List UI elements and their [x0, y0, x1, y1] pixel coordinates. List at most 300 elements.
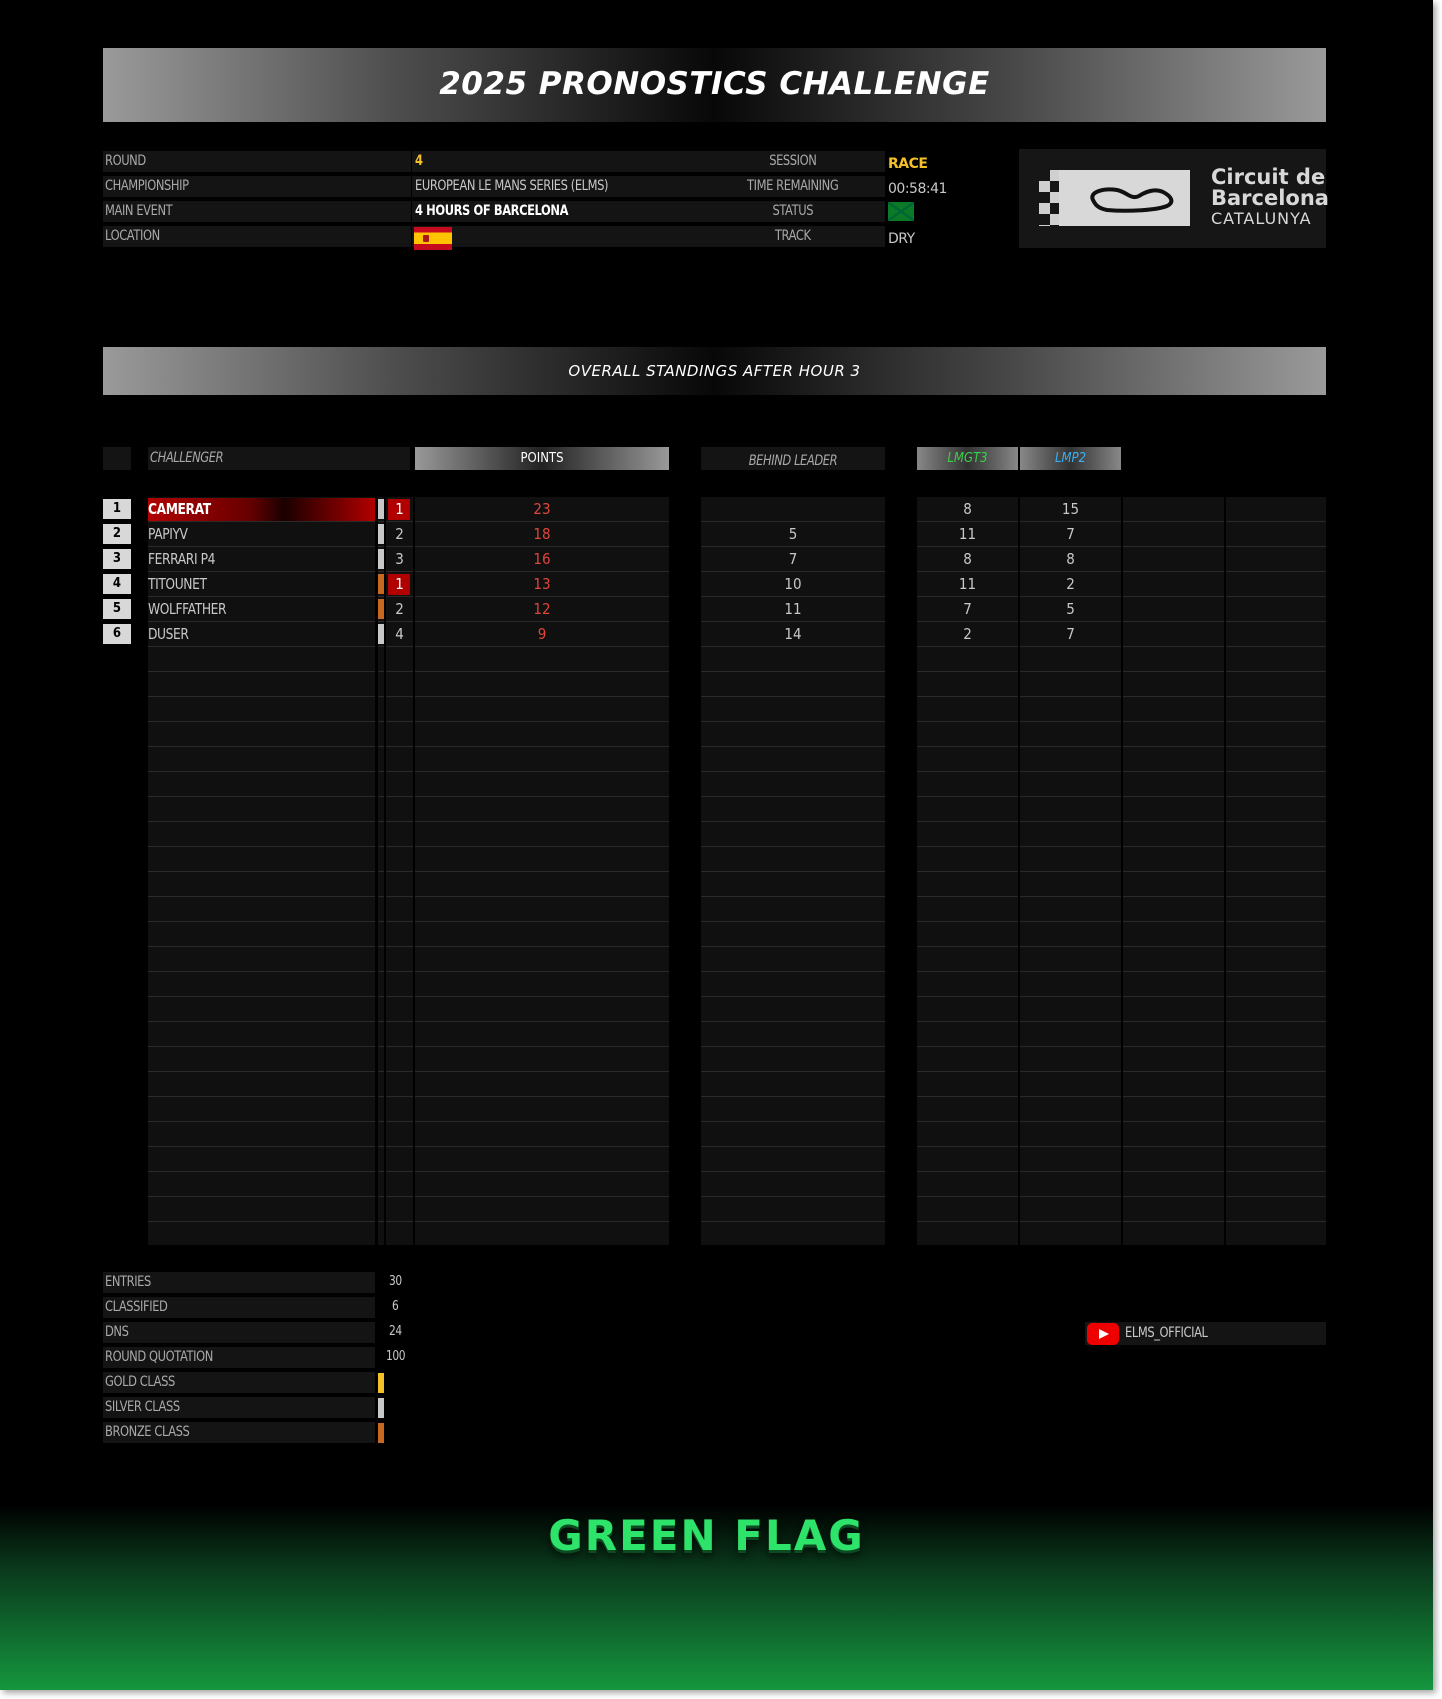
class-bar-bronze [378, 599, 384, 619]
grid-line [1226, 521, 1326, 522]
class-rank: 4 [395, 625, 404, 643]
grid-line [415, 1046, 669, 1047]
grid-line [701, 1196, 885, 1197]
championship-label-cell [103, 176, 411, 197]
grid-line [1123, 771, 1224, 772]
grid-line [1226, 671, 1326, 672]
position-box: 2 [103, 524, 131, 544]
lmp2-value: 5 [1066, 600, 1075, 618]
grid-line [378, 546, 384, 547]
grid-line [148, 721, 375, 722]
grid-line [1226, 896, 1326, 897]
table-row[interactable] [0, 523, 1433, 546]
position-box: 5 [103, 599, 131, 619]
grid-line [701, 571, 885, 572]
grid-line [1123, 521, 1224, 522]
grid-line [386, 621, 413, 622]
grid-line [701, 721, 885, 722]
grid-line [917, 1071, 1018, 1072]
grid-line [1226, 1096, 1326, 1097]
grid-line [386, 1021, 413, 1022]
grid-line [1020, 1146, 1121, 1147]
round-label: ROUND [105, 153, 146, 169]
grid-line [1020, 1196, 1121, 1197]
grid-line [378, 846, 384, 847]
grid-line [1123, 1071, 1224, 1072]
grid-line [917, 1221, 1018, 1222]
status-label-cell [701, 201, 885, 222]
grid-line [917, 921, 1018, 922]
lmgt3-value: 8 [963, 500, 972, 518]
grid-line [1020, 996, 1121, 997]
grid-line [1020, 921, 1121, 922]
grid-line [148, 1121, 375, 1122]
class-rank: 2 [395, 600, 404, 618]
table-row[interactable] [0, 598, 1433, 621]
title-banner [103, 48, 1326, 122]
grid-line [917, 796, 1018, 797]
behind-header-cell [701, 447, 885, 470]
grid-line [1226, 621, 1326, 622]
grid-line [917, 546, 1018, 547]
grid-line [917, 671, 1018, 672]
position-box: 3 [103, 549, 131, 569]
grid-line [1226, 971, 1326, 972]
grid-line [415, 996, 669, 997]
grid-line [917, 596, 1018, 597]
grid-line [386, 1196, 413, 1197]
main-event-value-cell [412, 201, 702, 222]
grid-line [386, 746, 413, 747]
grid-line [1123, 1121, 1224, 1122]
circuit-logo-line1: Circuit de [1211, 165, 1326, 189]
grid-line [415, 1021, 669, 1022]
grid-line [1020, 1121, 1121, 1122]
grid-line [1123, 571, 1224, 572]
grid-line [378, 921, 384, 922]
grid-line [1226, 596, 1326, 597]
grid-line [701, 1121, 885, 1122]
grid-line [1123, 646, 1224, 647]
grid-line [415, 946, 669, 947]
location-label-cell [103, 226, 411, 247]
grid-line [1123, 1096, 1224, 1097]
grid-line [148, 746, 375, 747]
grid-line [378, 696, 384, 697]
grid-line [917, 846, 1018, 847]
grid-line [917, 1171, 1018, 1172]
track-layout-icon [1059, 170, 1190, 226]
grid-line [386, 1121, 413, 1122]
grid-line [415, 721, 669, 722]
grid-line [378, 871, 384, 872]
position-box: 1 [103, 499, 131, 519]
lmp2-value: 7 [1066, 625, 1075, 643]
grid-line [378, 571, 384, 572]
grid-line [701, 1221, 885, 1222]
grid-line [917, 646, 1018, 647]
grid-line [148, 1071, 375, 1072]
grid-line [917, 746, 1018, 747]
circuit-logo-line2: Barcelona [1211, 186, 1329, 210]
grid-line [378, 721, 384, 722]
grid-line [701, 546, 885, 547]
grid-line [1226, 1021, 1326, 1022]
grid-line [1123, 796, 1224, 797]
lmp2-value: 7 [1066, 525, 1075, 543]
grid-line [148, 796, 375, 797]
grid-line [148, 1046, 375, 1047]
grid-line [1020, 621, 1121, 622]
grid-line [1226, 1196, 1326, 1197]
grid-line [415, 1096, 669, 1097]
lmgt3-value: 8 [963, 550, 972, 568]
classified-label-cell [103, 1297, 375, 1318]
grid-line [1123, 971, 1224, 972]
grid-line [386, 1146, 413, 1147]
entries-label: ENTRIES [105, 1274, 151, 1290]
grid-line [701, 771, 885, 772]
position-box: 6 [103, 624, 131, 644]
grid-line [378, 646, 384, 647]
location-label: LOCATION [105, 228, 160, 244]
grid-line [386, 546, 413, 547]
grid-line [378, 521, 384, 522]
grid-line [378, 621, 384, 622]
grid-line [917, 871, 1018, 872]
grid-line [386, 1096, 413, 1097]
grid-line [917, 896, 1018, 897]
entries-label-cell [103, 1272, 375, 1293]
grid-line [148, 971, 375, 972]
grid-line [386, 1221, 413, 1222]
class-rank: 3 [395, 550, 404, 568]
grid-line [1020, 946, 1121, 947]
grid-line [1123, 846, 1224, 847]
grid-line [378, 796, 384, 797]
grid-line [701, 946, 885, 947]
grid-line [378, 1221, 384, 1222]
championship-value-cell [412, 176, 702, 197]
grid-line [386, 996, 413, 997]
points-value: 18 [533, 525, 551, 543]
grid-line [1020, 1021, 1121, 1022]
quotation-label-cell [103, 1347, 375, 1368]
grid-line [917, 1146, 1018, 1147]
bronze-class-swatch [378, 1423, 384, 1443]
silver-class-label: SILVER CLASS [105, 1399, 180, 1415]
grid-line [1123, 1196, 1224, 1197]
green-flag-text: GREEN FLAG [548, 1511, 865, 1560]
grid-line [1226, 546, 1326, 547]
grid-line [415, 1146, 669, 1147]
grid-line [701, 896, 885, 897]
grid-line [415, 1196, 669, 1197]
round-label-cell [103, 151, 411, 172]
grid-line [701, 846, 885, 847]
grid-line [701, 671, 885, 672]
grid-line [701, 1096, 885, 1097]
pos-header-cell [103, 447, 131, 470]
grid-line [148, 521, 375, 522]
grid-line [701, 1071, 885, 1072]
grid-line [378, 1021, 384, 1022]
grid-line [1020, 571, 1121, 572]
table-row[interactable] [0, 498, 1433, 521]
grid-line [1020, 596, 1121, 597]
grid-line [1226, 1121, 1326, 1122]
grid-line [917, 571, 1018, 572]
grid-line [917, 721, 1018, 722]
grid-line [415, 696, 669, 697]
grid-line [1123, 621, 1224, 622]
championship-label: CHAMPIONSHIP [105, 178, 189, 194]
grid-line [415, 1221, 669, 1222]
grid-line [701, 646, 885, 647]
round-value-cell [412, 151, 702, 172]
grid-line [378, 946, 384, 947]
grid-line [378, 771, 384, 772]
grid-line [701, 796, 885, 797]
classified-label: CLASSIFIED [105, 1299, 168, 1315]
grid-line [415, 921, 669, 922]
grid-line [701, 921, 885, 922]
grid-line [917, 946, 1018, 947]
lmgt3-header-cell [917, 447, 1018, 470]
track-label-cell [701, 226, 885, 247]
grid-line [1226, 1046, 1326, 1047]
grid-line [1123, 671, 1224, 672]
grid-line [415, 971, 669, 972]
grid-line [148, 921, 375, 922]
grid-line [415, 671, 669, 672]
grid-line [1226, 646, 1326, 647]
grid-line [148, 946, 375, 947]
grid-line [1123, 696, 1224, 697]
grid-line [701, 996, 885, 997]
session-value-cell [888, 153, 927, 172]
entries-value: 30 [389, 1274, 402, 1289]
grid-line [415, 746, 669, 747]
grid-line [1020, 846, 1121, 847]
grid-line [415, 1171, 669, 1172]
grid-line [415, 771, 669, 772]
lmgt3-value: 11 [958, 575, 977, 593]
session-label: SESSION [769, 153, 817, 169]
grid-line [415, 821, 669, 822]
grid-line [1123, 596, 1224, 597]
lmp2-value: 8 [1066, 550, 1075, 568]
grid-line [148, 1146, 375, 1147]
circuit-logo [1019, 149, 1329, 248]
grid-line [701, 1146, 885, 1147]
class-bar-silver [378, 524, 384, 544]
grid-line [148, 571, 375, 572]
grid-line [1020, 721, 1121, 722]
grid-line [1226, 746, 1326, 747]
grid-line [415, 521, 669, 522]
table-row[interactable] [0, 573, 1433, 596]
bronze-class-label-cell [103, 1422, 375, 1443]
grid-line [701, 621, 885, 622]
gold-class-label: GOLD CLASS [105, 1374, 175, 1390]
grid-line [1226, 1146, 1326, 1147]
youtube-link[interactable] [1085, 1322, 1326, 1345]
class-rank: 1 [395, 575, 404, 593]
grid-line [148, 1021, 375, 1022]
challenger-name: TITOUNET [148, 575, 207, 593]
grid-line [148, 821, 375, 822]
table-row[interactable] [0, 548, 1433, 571]
position-box: 4 [103, 574, 131, 594]
challenger-name: DUSER [148, 625, 189, 643]
main-event-label-cell [103, 201, 411, 222]
grid-line [1123, 1171, 1224, 1172]
challenger-header-cell [148, 447, 410, 470]
grid-line [415, 1071, 669, 1072]
grid-line [378, 1196, 384, 1197]
grid-line [386, 771, 413, 772]
grid-line [1123, 746, 1224, 747]
dns-label: DNS [105, 1324, 129, 1340]
grid-line [1226, 721, 1326, 722]
class-bar-silver [378, 549, 384, 569]
silver-class-label-cell [103, 1397, 375, 1418]
time-remaining-value: 00:58:41 [888, 181, 947, 197]
grid-line [148, 996, 375, 997]
grid-line [386, 521, 413, 522]
page-title: 2025 PRONOSTICS CHALLENGE [439, 66, 990, 102]
youtube-icon [1087, 1323, 1119, 1345]
lmp2-header: LMP2 [1054, 451, 1087, 466]
standings-banner [103, 347, 1326, 395]
grid-line [378, 996, 384, 997]
behind-value: 7 [788, 550, 798, 568]
grid-line [701, 971, 885, 972]
grid-line [148, 1221, 375, 1222]
lmgt3-value: 2 [963, 625, 972, 643]
time-remaining-label: TIME REMAINING [747, 178, 839, 194]
grid-line [415, 896, 669, 897]
grid-line [148, 896, 375, 897]
behind-value: 5 [788, 525, 798, 543]
dns-label-cell [103, 1322, 375, 1343]
grid-line [1123, 996, 1224, 997]
points-header-cell [415, 447, 669, 470]
grid-line [386, 871, 413, 872]
grid-line [148, 1196, 375, 1197]
grid-line [148, 1096, 375, 1097]
points-header: POINTS [520, 451, 564, 466]
grid-line [378, 596, 384, 597]
grid-line [1020, 746, 1121, 747]
session-label-cell [701, 151, 885, 172]
championship-value: EUROPEAN LE MANS SERIES (ELMS) [415, 178, 609, 194]
class-rank: 1 [395, 500, 404, 518]
grid-line [1123, 921, 1224, 922]
grid-line [1020, 696, 1121, 697]
grid-line [386, 896, 413, 897]
spain-flag-icon [414, 227, 452, 250]
grid-line [917, 771, 1018, 772]
table-row[interactable] [0, 623, 1433, 646]
session-value: RACE [888, 156, 928, 172]
grid-line [1226, 921, 1326, 922]
green-flag-title-wrap [0, 1511, 1433, 1560]
track-value: DRY [888, 231, 915, 247]
points-value: 23 [533, 500, 551, 518]
grid-line [1226, 1171, 1326, 1172]
grid-line [148, 671, 375, 672]
grid-line [917, 996, 1018, 997]
grid-line [415, 571, 669, 572]
grid-line [701, 821, 885, 822]
grid-line [386, 971, 413, 972]
grid-line [1123, 1221, 1224, 1222]
grid-line [917, 821, 1018, 822]
bronze-class-label: BRONZE CLASS [105, 1424, 190, 1440]
grid-line [415, 646, 669, 647]
grid-line [415, 846, 669, 847]
grid-line [386, 571, 413, 572]
grid-line [1020, 771, 1121, 772]
round-quotation-label: ROUND QUOTATION [105, 1349, 213, 1365]
challenger-name: FERRARI P4 [148, 550, 216, 568]
grid-line [1020, 671, 1121, 672]
grid-line [1123, 821, 1224, 822]
grid-line [386, 796, 413, 797]
grid-line [415, 596, 669, 597]
grid-line [1020, 871, 1121, 872]
grid-line [386, 696, 413, 697]
grid-line [148, 696, 375, 697]
grid-line [378, 821, 384, 822]
green-flag-icon [888, 202, 914, 221]
class-rank: 2 [395, 525, 404, 543]
circuit-logo-line3: CATALUNYA [1211, 209, 1312, 228]
grid-line [415, 871, 669, 872]
points-value: 12 [533, 600, 551, 618]
grid-line [378, 971, 384, 972]
gold-class-label-cell [103, 1372, 375, 1393]
class-bar-silver [378, 624, 384, 644]
grid-line [1226, 946, 1326, 947]
lmp2-value: 2 [1066, 575, 1075, 593]
grid-line [386, 671, 413, 672]
grid-line [148, 1171, 375, 1172]
grid-line [386, 1171, 413, 1172]
points-value: 9 [537, 625, 547, 643]
grid-line [1123, 946, 1224, 947]
grid-line [1123, 871, 1224, 872]
grid-line [148, 871, 375, 872]
behind-leader-header: BEHIND LEADER [748, 453, 838, 469]
grid-line [1123, 546, 1224, 547]
grid-line [917, 1096, 1018, 1097]
grid-line [148, 846, 375, 847]
lmgt3-value: 7 [963, 600, 972, 618]
silver-class-swatch [378, 1398, 384, 1418]
challenger-name: WOLFFATHER [148, 600, 227, 618]
gold-class-swatch [378, 1373, 384, 1393]
grid-line [148, 546, 375, 547]
grid-line [378, 896, 384, 897]
behind-value: 10 [784, 575, 802, 593]
grid-line [1020, 1171, 1121, 1172]
time-label-cell [701, 176, 885, 197]
challenger-name: CAMERAT [148, 500, 211, 518]
grid-line [378, 1096, 384, 1097]
